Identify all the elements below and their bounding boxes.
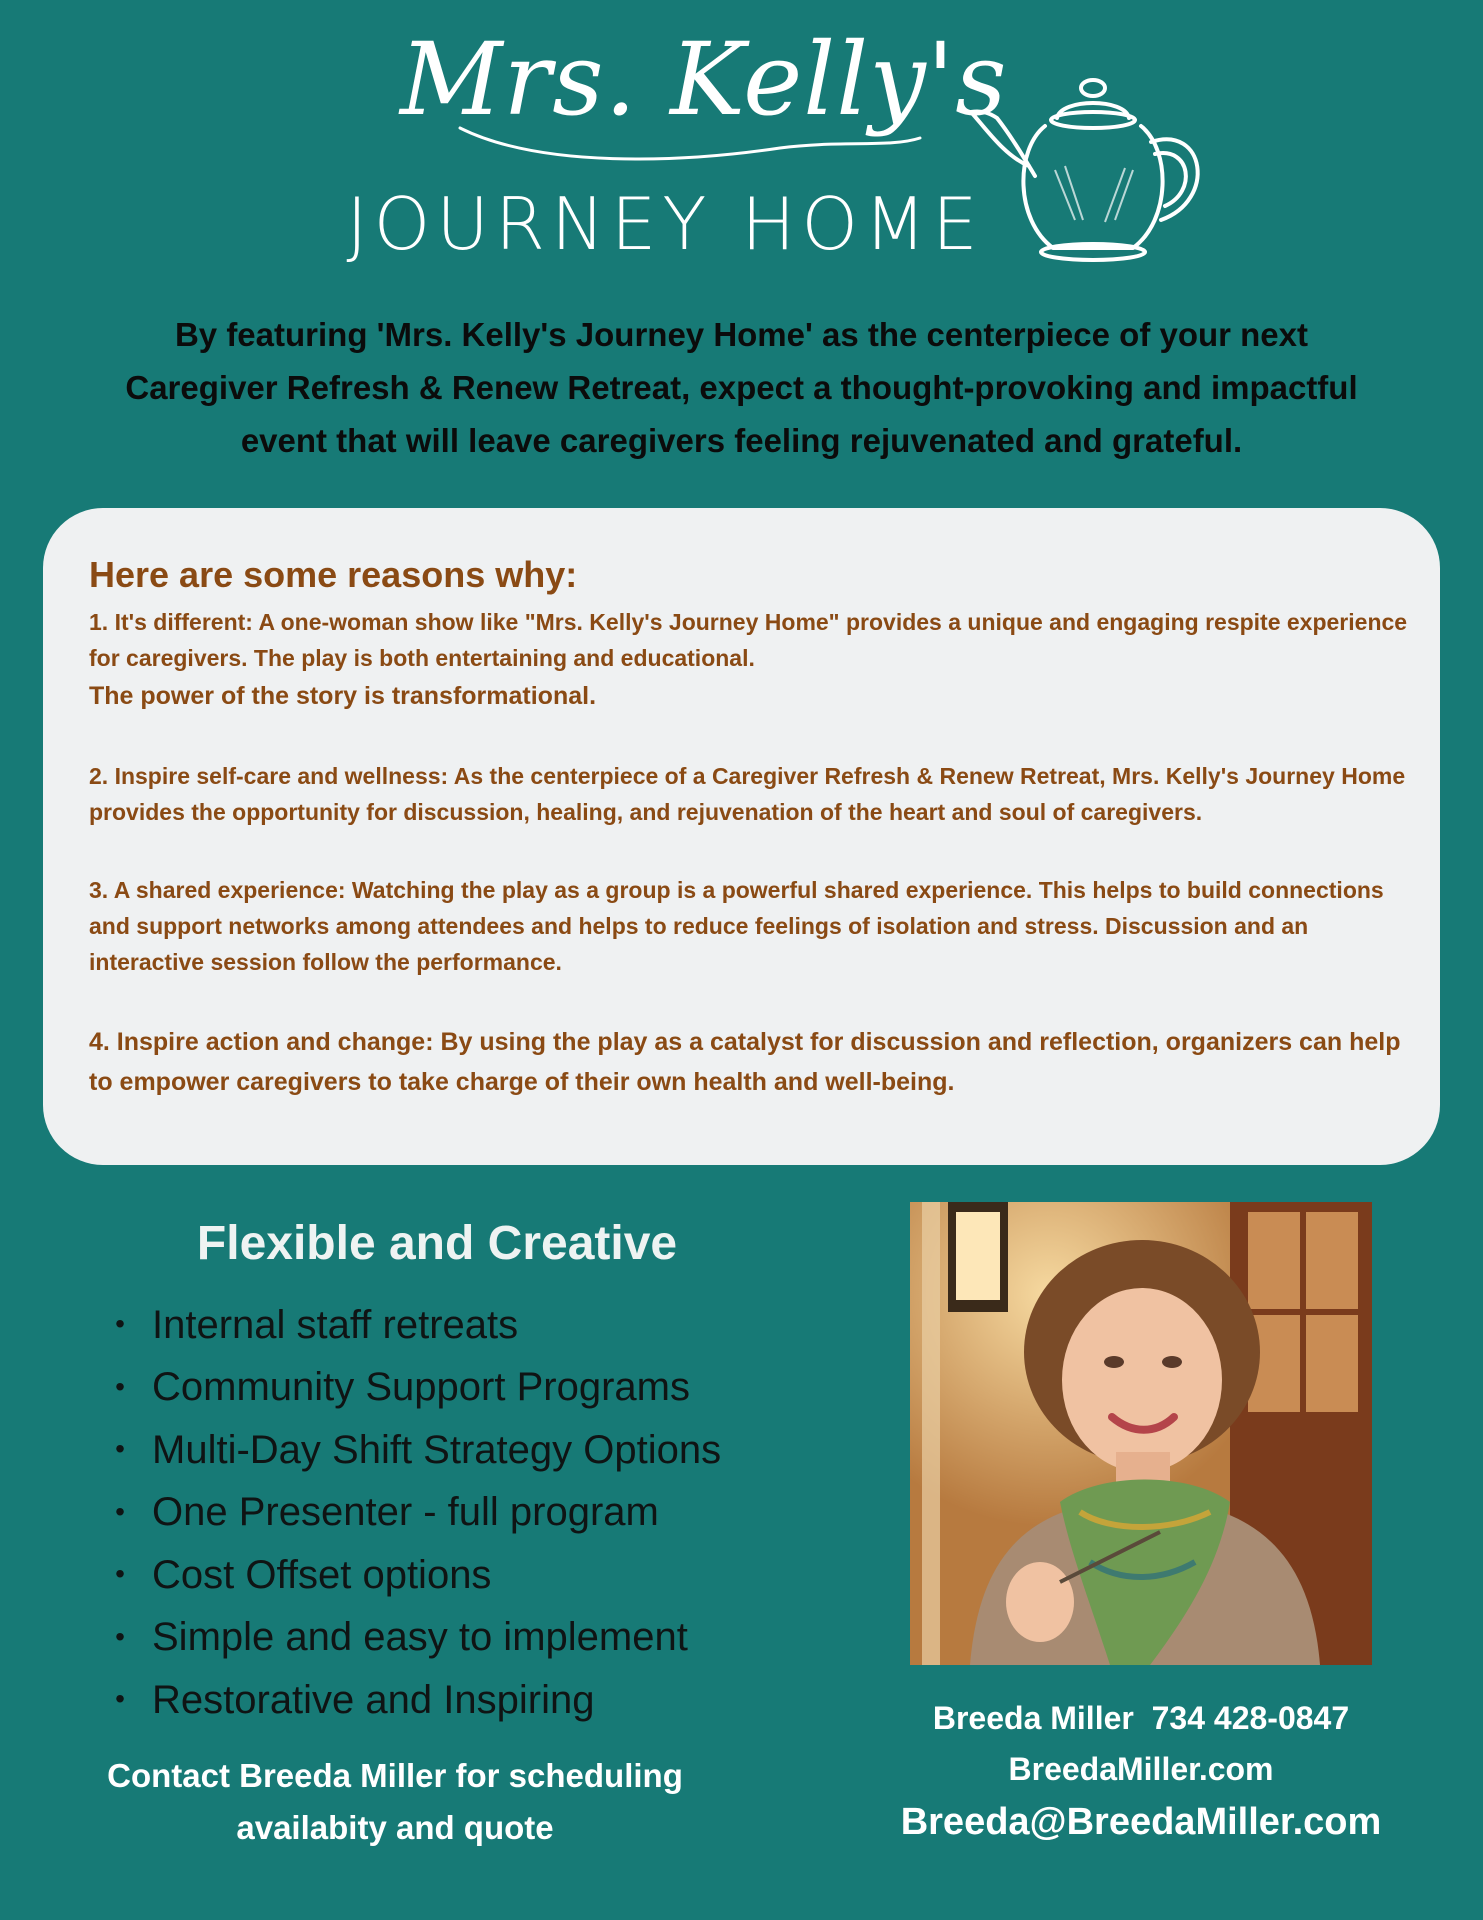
list-item bbox=[88, 1295, 721, 1357]
bullet-icon: • bbox=[115, 1495, 125, 1527]
reason-1-text: 1. It's different: A one-woman show like "Mrs. Kelly's Journey Home" provides a unique and engaging respite experience for caregivers. The play is both entertaining and educational. bbox=[89, 609, 1408, 671]
reason-3: 3. A shared experience: Watching the play as a group is a powerful shared experience. This helps to build connections and support networks among attendees and helps to reduce feelings of isolation and stress. Discussion and an interactive session follow the performance. bbox=[89, 877, 1384, 975]
intro-line-1: By featuring 'Mrs. Kelly's Journey Home' as the centerpiece of your next bbox=[174, 316, 1309, 353]
list-item-text: One Presenter - full program bbox=[152, 1490, 659, 1535]
list-item-text: Internal staff retreats bbox=[152, 1303, 519, 1347]
intro-line-2: Caregiver Refresh & Renew Retreat, expect a thought-provoking and impactful bbox=[125, 369, 1358, 406]
list-item bbox=[88, 1670, 721, 1732]
bullet-icon: • bbox=[115, 1308, 125, 1340]
logo-flourish bbox=[420, 108, 940, 178]
bullet-icon: • bbox=[115, 1620, 125, 1652]
list-item-text: Simple and easy to implement bbox=[152, 1615, 688, 1660]
intro-line-3: event that will leave caregivers feeling rejuvenated and grateful. bbox=[240, 422, 1243, 459]
reasons-list bbox=[89, 604, 1429, 1144]
teapot-icon bbox=[965, 70, 1225, 270]
bullet-icon: • bbox=[115, 1433, 125, 1465]
flexible-title: Flexible and Creative bbox=[196, 1217, 678, 1270]
flexible-list bbox=[88, 1295, 721, 1732]
list-item-text: Restorative and Inspiring bbox=[152, 1677, 595, 1722]
contact-name-phone: Breeda Miller 734 428-0847 bbox=[932, 1700, 1350, 1736]
list-item-text: Cost Offset options bbox=[152, 1552, 492, 1597]
bullet-icon: • bbox=[115, 1683, 125, 1715]
bullet-icon: • bbox=[115, 1370, 125, 1402]
contact-details bbox=[880, 1692, 1402, 1850]
bullet-icon: • bbox=[115, 1558, 125, 1590]
list-item bbox=[88, 1545, 721, 1607]
list-item bbox=[88, 1420, 721, 1482]
list-item bbox=[88, 1607, 721, 1669]
intro-paragraph bbox=[0, 308, 1483, 467]
contact-cta-line-1: Contact Breeda Miller for scheduling bbox=[107, 1757, 683, 1794]
reason-4: 4. Inspire action and change: By using the play as a catalyst for discussion and reflection, organizers can help to empower caregivers to take charge of their own health and well-being. bbox=[89, 1028, 1401, 1096]
list-item-text: Multi-Day Shift Strategy Options bbox=[152, 1427, 722, 1472]
list-item-text: Community Support Programs bbox=[152, 1365, 690, 1410]
email-link[interactable]: Breeda@BreedaMiller.com bbox=[900, 1801, 1382, 1843]
logo-subtitle: JOURNEY HOME bbox=[346, 182, 984, 266]
list-item bbox=[88, 1482, 721, 1544]
website-link[interactable]: BreedaMiller.com bbox=[1008, 1751, 1274, 1787]
presenter-photo bbox=[910, 1202, 1372, 1665]
contact-cta bbox=[30, 1750, 760, 1854]
reason-1 bbox=[89, 604, 1429, 716]
list-item bbox=[88, 1357, 721, 1419]
reasons-title: Here are some reasons why: bbox=[89, 554, 578, 595]
logo-script-title: Mrs. Kelly's bbox=[400, 21, 1008, 138]
reason-2: 2. Inspire self-care and wellness: As the centerpiece of a Caregiver Refresh & Renew Retreat, Mrs. Kelly's Journey Home provides the opportunity for discussion, healing, and rejuvenation of the heart and soul of caregivers. bbox=[89, 763, 1406, 825]
reason-1-extra: The power of the story is transformational. bbox=[89, 682, 597, 710]
reasons-card bbox=[43, 508, 1440, 1165]
contact-cta-line-2: availabity and quote bbox=[236, 1809, 554, 1846]
